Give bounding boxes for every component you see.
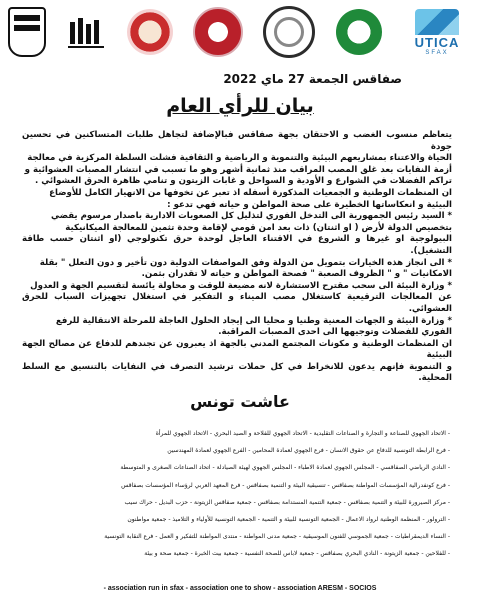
css-logo: [8, 7, 46, 57]
body-line: الامكانيات " و " الظروف الصعبة " فصحة المواطن و حياته لا تقدران بثمن.: [141, 269, 452, 280]
body-line: ان المنظمات الوطنية و مكونات المجتمع المدني بالجهة اذ يعبرون عن تجندهم للدفاع عن مصالح الجهة البيئية: [22, 338, 452, 361]
document-date: صفاقس الجمعة 27 ماي 2022: [223, 72, 402, 86]
women-association-logo: [127, 9, 173, 55]
signatories-list: [25, 425, 450, 563]
body-line: * وزارة البيئة و الجهات المعنية وطنيا و محليا الى إيجاد الحلول العاجلة للمرحلة الانتقالية للرفع: [55, 315, 452, 326]
body-line: عن المعالجات الترقيعية كاستغلال مصب الميناء و التفكير في استغلال تجهيزات السباب للحرق العشوائي.: [22, 292, 452, 314]
signatory-line: - فرع كونفدرالية المؤسسات المواطنة بصفاقس - تنسيقية البيئة و التنمية بصفاقس - فرع المعهد العربي لرؤساء المؤسسات بصفاقس: [121, 481, 450, 489]
utica-logo: [402, 5, 472, 59]
body-line: البيئية و انعكاساتها الخطيرة على صحة المواطن و حياته فهي تدعو :: [167, 199, 452, 210]
body-line: بتخصيص الدولة لأرض ( او اثنتان) ذات بعد امن قومي لإقامة وحدة تثمين للمعالجة الميكانيكية: [65, 222, 452, 233]
snjt-logo: [66, 12, 106, 52]
ring-logo: [263, 6, 315, 58]
closing-slogan: عاشت تونس: [190, 392, 290, 411]
red-seal-logo: [193, 7, 243, 57]
signatory-line: - للفلاحين - جمعية الزيتونة - النادي البحري بصفاقس - جمعية لاباس للصحة النفسية - جمعية بيت الخبرة - جمعية صحة و بيئة: [144, 550, 450, 558]
body-line: * الى انجاز هذه الخيارات بتمويل من الدولة وفق المواصفات الدولية دون تأخير و دون التعلل " بقلة: [39, 257, 452, 268]
body-line: * وزارة البيئة الى سحب مقترح الاستشارة لانه مضيعة للوقت و محاولة يائسة لتقسيم الجهة و العدول: [30, 280, 452, 291]
body-line: * السيد رئيس الجمهورية الى التدخل الفوري لتذليل كل الصعوبات الادارية باصدار مرسوم يقضي: [51, 211, 452, 222]
document-title: بيان للرأي العام: [166, 95, 314, 117]
body-line: الفوري للفضلات وتوجيهها الى احدى المصبات المراقبة.: [218, 327, 452, 338]
body-line: تراكم الفضلات في الشوارع و الأودية و السواحل و غابات الزيتون و تنامي ظاهرة الحرق العشوائي .: [34, 176, 452, 187]
associations-line: - association run in sfax - association one to show - association ARESM - SOCIOS: [103, 585, 377, 592]
signatory-line: - مركز الصيرورة للبيئة و التنمية بصفاقس - جمعية التنمية المستدامة بصفاقس - جمعية صفاقس الزيتونة - حزب البديل - حراك سيب: [124, 498, 450, 506]
body-line: الحياة والاعتناء بمشاريعهم البيئية والتنموية و الرياضية و الثقافية فشلت السلطة المركزية في معالجة: [27, 153, 452, 164]
body-line: البيولوجية او غيرها و الشروع في الاقتناء العاجل لوحدة حرق تكنولوجي (او اثنتان حسب طاقة التشغيل).: [22, 234, 452, 256]
utica-sub: SFAX: [425, 49, 449, 56]
statement-body: [22, 130, 452, 385]
body-line: ان المنظمات الوطنية و الجمعيات المذكورة أسفله اذ تعبر عن تخوفها من الانهيار الكامل للأوضاع: [49, 187, 452, 198]
signatory-line: - الترولور - المنظمة الوطنية لرواد الاعمال - الجمعية التونسية للبيئة و التنمية - الجمعية التونسية للأولياء و التلاميذ - جمعية مواطنون: [127, 515, 450, 523]
utica-text: UTICA: [414, 34, 460, 50]
body-line: يتعاظم منسوب الغضب و الاحتقان بجهة صفاقس فبالإضافة لتجاهل طلبات المتساكنين في تحسين جودة: [22, 130, 452, 152]
signatory-line: - فرع الرابطة التونسية للدفاع عن حقوق الانسان - فرع الجهوي لعمادة المحامين - الفرع الجهوي لعمادة المهندسين: [167, 447, 450, 455]
green-seal-logo: [336, 9, 382, 55]
signatory-line: - النساء الديمقراطيات - جمعية الجموسي للفنون الموسيقية - جمعية مدنى المواطنة - منتدى المواطنة للتفكير و العمل - فرع النقابة التونسية: [104, 533, 450, 541]
signatory-line: - الاتحاد الجهوي للصناعة و التجارة و الصناعات التقليدية - الاتحاد الجهوي للفلاحة و الصيد البحري - الاتحاد الجهوي للمرأة: [155, 430, 450, 437]
body-line: أزمة النفايات بعد غلق المصب المراقب منذ ثمانية أشهر وهو ما تسبب في انتشار المصبات العشوائية و: [24, 164, 452, 175]
logos-header: [0, 0, 480, 64]
signatory-line: - النادي الرياضي الصفاقسي - المجلس الجهوي لعمادة الاطباء - المجلس الجهوي لهيئة الصيادلة - اتحاد الصناعات الصغرى و المتوسطة: [120, 464, 450, 472]
utica-mark-icon: [415, 9, 459, 35]
body-line: و التنموية فإنهم يدعون للانخراط في كل حملات ترشيد التصرف في النفايات بالتنسيق مع السلط المحلية.: [22, 361, 452, 384]
